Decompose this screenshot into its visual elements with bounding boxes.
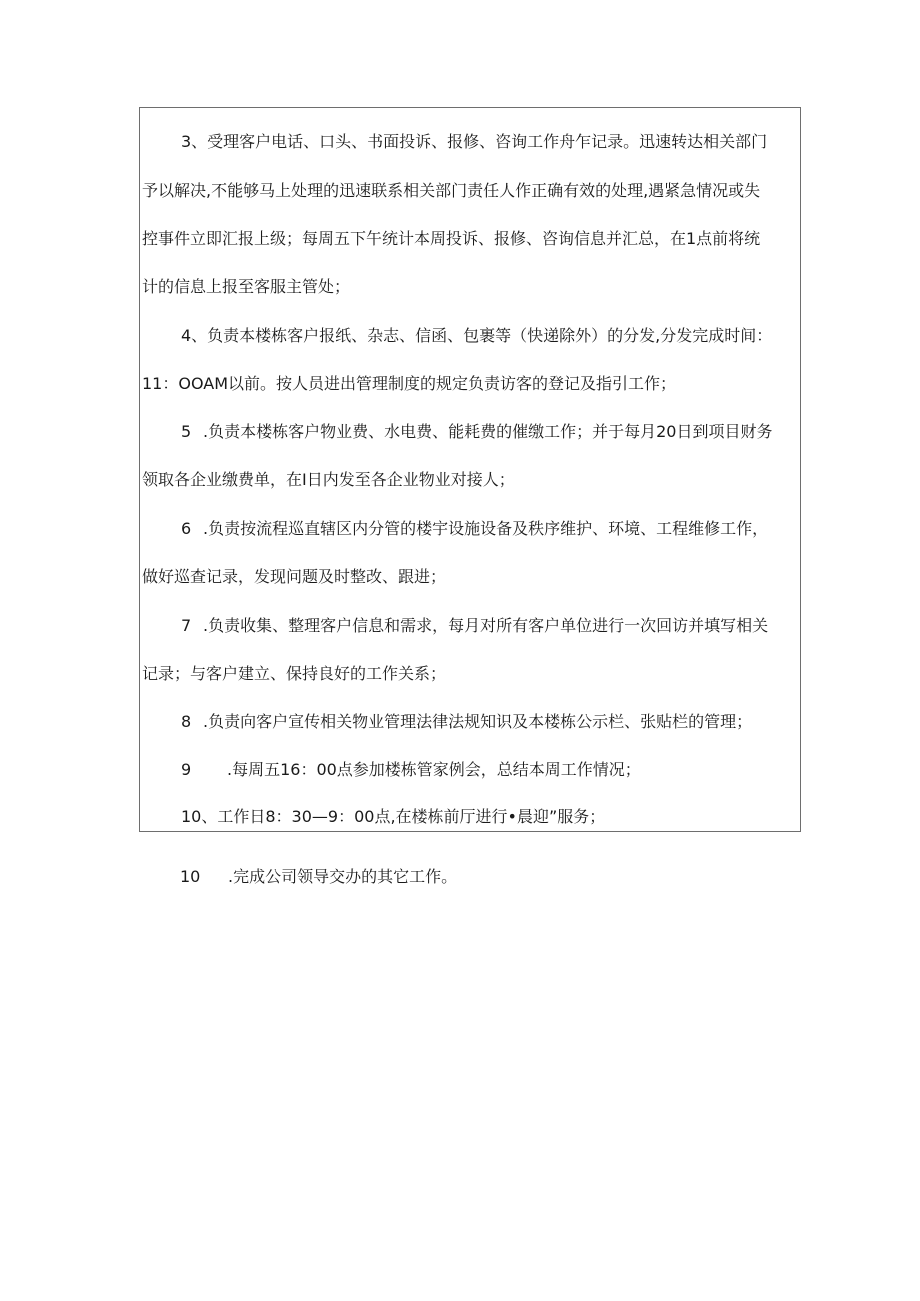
paragraph-line xyxy=(181,518,768,540)
line-text: .完成公司领导交办的其它工作。 xyxy=(228,867,458,886)
paragraph-line xyxy=(181,615,768,637)
paragraph-line xyxy=(142,228,760,250)
line-text: .负责向客户宣传相关物业管理法律法规知识及本楼栋公示栏、张贴栏的管理； xyxy=(203,712,753,731)
item-number: 8 xyxy=(181,712,192,731)
paragraph-line xyxy=(181,711,752,733)
paragraph-line xyxy=(142,180,760,202)
line-text: 10、工作日8：30—9：00点,在楼栋前厅进行•晨迎”服务； xyxy=(181,807,606,826)
line-text: .负责收集、整理客户信息和需求，每月对所有客户单位进行一次回访并填写相关 xyxy=(203,616,769,635)
paragraph-line xyxy=(181,759,641,781)
item-number: 6 xyxy=(181,519,192,538)
paragraph-line xyxy=(181,421,772,443)
line-text: 3、受理客户电话、口头、书面投诉、报修、咨询工作舟乍记录。迅速转达相关部门 xyxy=(181,132,768,151)
line-text: 做好巡查记录，发现问题及时整改、跟进； xyxy=(142,567,447,586)
item-number: 10 xyxy=(180,867,201,886)
line-text: .负责本楼栋客户物业费、水电费、能耗费的催缴工作；并于每月20日到项目财务 xyxy=(203,422,773,441)
line-text: 领取各企业缴费单，在I日内发至各企业物业对接人； xyxy=(142,470,515,489)
line-text: 予以解决,不能够马上处理的迅速联系相关部门责任人作正确有效的处理,遇紧急情况或失 xyxy=(142,181,761,200)
line-text: 计的信息上报至客服主管处； xyxy=(142,277,351,296)
paragraph-line xyxy=(142,566,446,588)
paragraph-line xyxy=(142,276,350,298)
line-text: 11：OOAM以前。按人员进出管理制度的规定负责访客的登记及指引工作； xyxy=(142,374,677,393)
paragraph-line xyxy=(142,373,676,395)
item-number: 5 xyxy=(181,422,192,441)
paragraph-line xyxy=(181,325,772,347)
paragraph-line xyxy=(142,469,515,491)
item-number: 9 xyxy=(181,760,192,779)
paragraph-line-outside xyxy=(180,866,457,888)
line-text: 控事件立即汇报上级；每周五下午统计本周投诉、报修、咨询信息并汇总，在1点前将统 xyxy=(142,229,761,248)
line-text: .负责按流程巡直辖区内分管的楼宇设施设备及秩序维护、环境、工程维修工作， xyxy=(203,519,769,538)
content-table-frame xyxy=(139,107,801,832)
paragraph-line xyxy=(181,806,605,828)
item-number: 7 xyxy=(181,616,192,635)
line-text: 4、负责本楼栋客户报纸、杂志、信函、包裹等（快递除外）的分发,分发完成时间： xyxy=(181,326,773,345)
line-text: .每周五16：00点参加楼栋管家例会，总结本周工作情况； xyxy=(227,760,641,779)
line-text: 记录；与客户建立、保持良好的工作关系； xyxy=(142,664,447,683)
paragraph-line xyxy=(142,663,446,685)
paragraph-line xyxy=(181,131,767,153)
